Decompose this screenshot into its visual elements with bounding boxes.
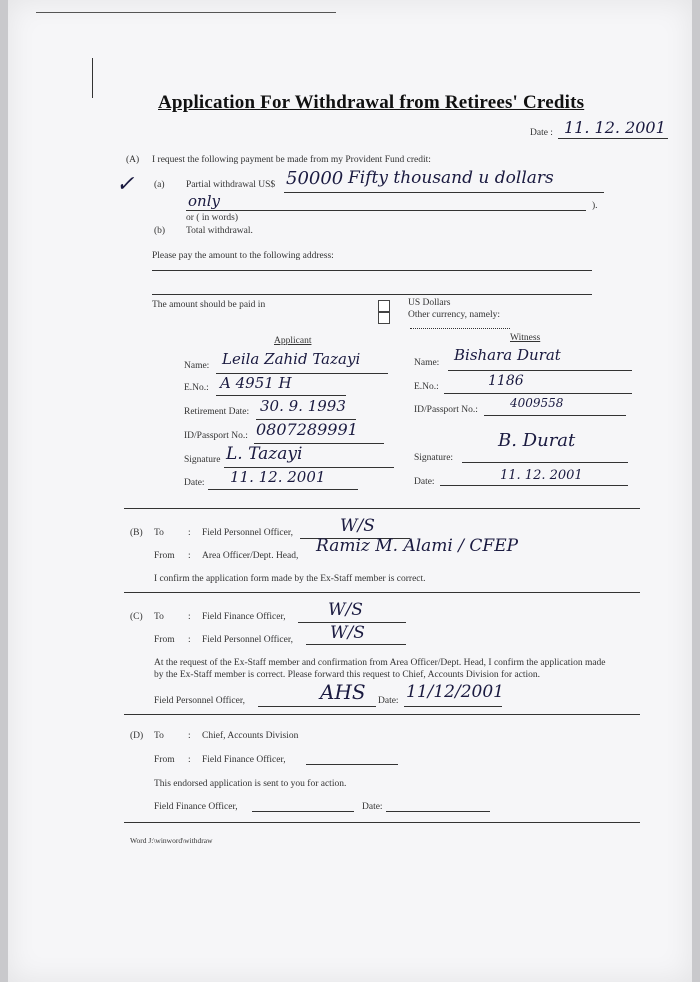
section-c-from-colon: :: [188, 635, 191, 645]
witness-name-value[interactable]: Bishara Durat: [454, 346, 561, 364]
section-d-from-line: [306, 764, 398, 765]
address-line-1: [152, 270, 592, 271]
section-c-date-line: [404, 706, 502, 707]
section-c-letter: (C): [130, 612, 143, 622]
option-a-label: (a): [154, 180, 165, 190]
section-b-from-colon: :: [188, 551, 191, 561]
applicant-eno-line: [216, 395, 346, 396]
footer-path: Word J:\winword\withdraw: [130, 836, 213, 845]
section-d-from-value: Field Finance Officer,: [202, 755, 286, 765]
applicant-idpassport-value[interactable]: 0807289991: [256, 420, 358, 439]
section-b-from-value: Area Officer/Dept. Head,: [202, 551, 299, 561]
divider-c-d: [124, 714, 640, 715]
section-d-from-colon: :: [188, 755, 191, 765]
divider-d-end: [124, 822, 640, 823]
or-in-words: or ( in words): [186, 213, 238, 223]
option-b-label: (b): [154, 226, 166, 236]
section-b-confirm: I confirm the application form made by the Ex-Staff member is correct.: [154, 574, 426, 584]
witness-idpassport-value[interactable]: 4009558: [510, 396, 564, 410]
applicant-retirement-label: Retirement Date:: [184, 407, 250, 417]
section-d-to-label: To: [154, 731, 164, 741]
witness-name-line: [448, 370, 632, 371]
witness-idpassport-line: [484, 415, 626, 416]
applicant-signature-label: Signature: [184, 455, 221, 465]
margin-mark: [92, 58, 93, 98]
applicant-signature-value[interactable]: L. Tazayi: [226, 444, 303, 464]
section-c-from-value: Field Personnel Officer,: [202, 635, 293, 645]
date-value[interactable]: 11. 12. 2001: [564, 118, 666, 137]
witness-name-label: Name:: [414, 358, 440, 368]
checkmark-icon: ✓: [116, 172, 135, 197]
witness-eno-label: E.No.:: [414, 382, 439, 392]
divider-a-b: [124, 508, 640, 509]
applicant-eno-value[interactable]: A 4951 H: [220, 374, 292, 392]
usd-label: US Dollars: [408, 298, 451, 308]
section-d-from-label: From: [154, 755, 175, 765]
section-b-to-value: Field Personnel Officer,: [202, 528, 293, 538]
section-c-to-label: To: [154, 612, 164, 622]
usd-checkbox[interactable]: [378, 300, 390, 312]
witness-eno-line: [444, 393, 632, 394]
amount-words-2[interactable]: only: [188, 192, 220, 210]
section-c-fpo-signature[interactable]: AHS: [320, 680, 366, 704]
section-a-letter: (A): [126, 155, 140, 165]
date-label: Date :: [530, 128, 553, 138]
applicant-name-value[interactable]: Leila Zahid Tazayi: [222, 350, 361, 368]
section-c-request-2: by the Ex-Staff member is correct. Please forward this request to Chief, Accounts Division for action.: [154, 670, 541, 680]
section-b-from-label: From: [154, 551, 175, 561]
witness-signature-value[interactable]: B. Durat: [498, 430, 576, 451]
section-c-to-hw[interactable]: W/S: [328, 600, 363, 620]
other-currency-line: [410, 328, 510, 329]
total-withdrawal-label: Total withdrawal.: [186, 226, 253, 236]
section-d-ffo-line: [252, 811, 354, 812]
witness-date-value[interactable]: 11. 12. 2001: [500, 468, 583, 483]
witness-date-label: Date:: [414, 477, 435, 487]
section-b-from-hw[interactable]: Ramiz M. Alami / CFEP: [316, 536, 519, 556]
applicant-heading: Applicant: [274, 336, 312, 346]
applicant-idpassport-label: ID/Passport No.:: [184, 431, 248, 441]
section-b-to-colon: :: [188, 528, 191, 538]
section-c-fpo-line: [258, 706, 376, 707]
applicant-date-label: Date:: [184, 478, 205, 488]
date-underline: [558, 138, 668, 139]
applicant-eno-label: E.No.:: [184, 383, 209, 393]
section-d-endorsed: This endorsed application is sent to you for action.: [154, 779, 347, 789]
witness-heading: Witness: [510, 333, 541, 343]
section-d-to-colon: :: [188, 731, 191, 741]
section-d-date-line: [386, 811, 490, 812]
section-c-fpo-label: Field Personnel Officer,: [154, 696, 245, 706]
amount-words[interactable]: Fifty thousand u dollars: [348, 168, 554, 188]
section-d-to-value: Chief, Accounts Division: [202, 731, 299, 741]
witness-eno-value[interactable]: 1186: [488, 373, 524, 389]
section-c-to-value: Field Finance Officer,: [202, 612, 286, 622]
address-label: Please pay the amount to the following address:: [152, 251, 334, 261]
section-c-date-label: Date:: [378, 696, 399, 706]
section-b-letter: (B): [130, 528, 143, 538]
close-paren: ).: [592, 201, 598, 211]
other-currency-checkbox[interactable]: [378, 312, 390, 324]
section-c-date-value[interactable]: 11/12/2001: [406, 682, 504, 702]
witness-signature-line: [462, 462, 628, 463]
section-d-date-label: Date:: [362, 802, 383, 812]
witness-date-line: [440, 485, 628, 486]
section-b-to-hw[interactable]: W/S: [340, 516, 375, 536]
section-d-letter: (D): [130, 731, 144, 741]
form-page: [8, 0, 692, 982]
applicant-date-line: [208, 489, 358, 490]
section-c-request-1: At the request of the Ex-Staff member and confirmation from Area Officer/Dept. Head, I confirm the application made: [154, 658, 606, 668]
applicant-retirement-value[interactable]: 30. 9. 1993: [260, 397, 346, 415]
section-c-from-line: [306, 644, 406, 645]
top-scan-line: [36, 12, 336, 13]
amount-value[interactable]: 50000: [286, 168, 344, 189]
section-a-intro: I request the following payment be made from my Provident Fund credit:: [152, 155, 431, 165]
words-underline: [186, 210, 586, 211]
applicant-name-label: Name:: [184, 361, 210, 371]
section-d-ffo-label: Field Finance Officer,: [154, 802, 238, 812]
witness-idpassport-label: ID/Passport No.:: [414, 405, 478, 415]
divider-b-c: [124, 592, 640, 593]
applicant-date-value[interactable]: 11. 12. 2001: [230, 468, 326, 486]
section-c-from-label: From: [154, 635, 175, 645]
other-currency-label: Other currency, namely:: [408, 310, 500, 320]
paid-in-label: The amount should be paid in: [152, 300, 266, 310]
section-c-to-colon: :: [188, 612, 191, 622]
witness-signature-label: Signature:: [414, 453, 454, 463]
address-line-2: [152, 294, 592, 295]
section-b-to-label: To: [154, 528, 164, 538]
section-c-from-hw[interactable]: W/S: [330, 623, 365, 643]
amount-underline: [284, 192, 604, 193]
partial-withdrawal-label: Partial withdrawal US$: [186, 180, 276, 190]
form-title: Application For Withdrawal from Retirees' Credits: [158, 92, 585, 113]
